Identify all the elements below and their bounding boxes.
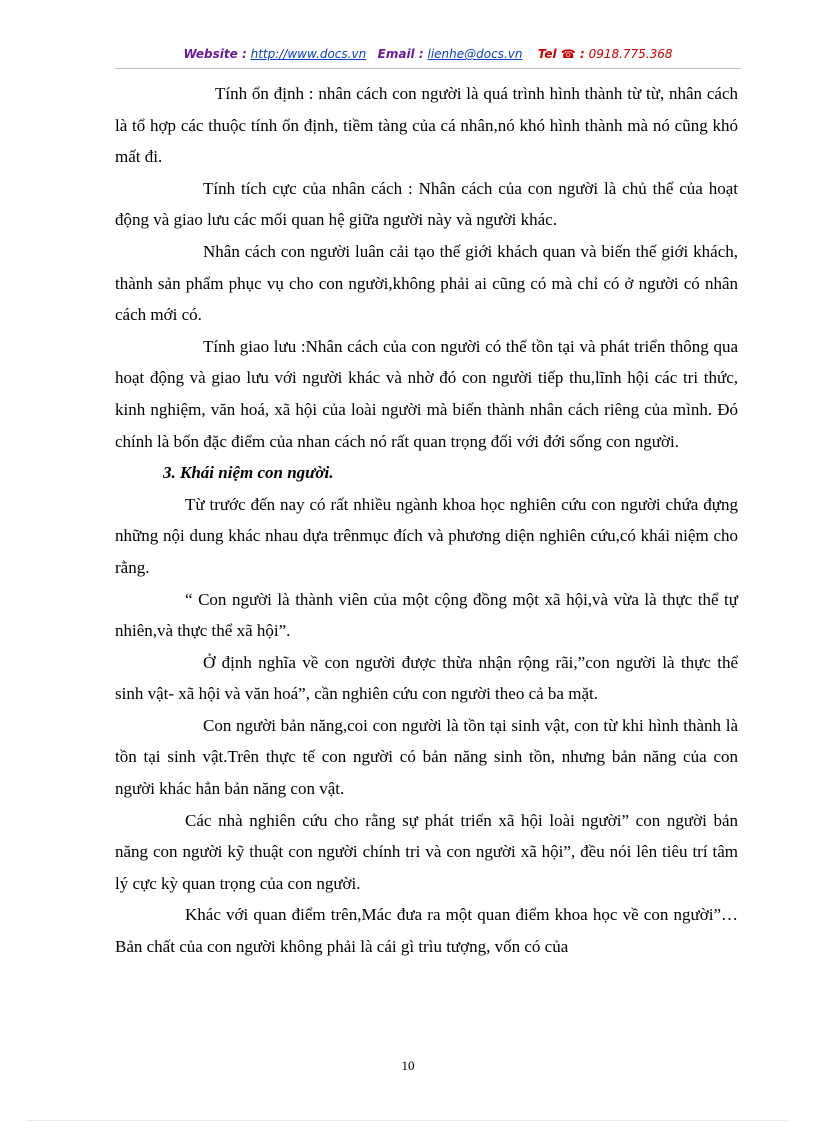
website-link[interactable]: http://www.docs.vn [250, 47, 367, 61]
header-divider [115, 68, 741, 69]
page-bottom-border [28, 1120, 788, 1121]
paragraph: Tính giao lưu :Nhân cách của con người có thể tồn tại và phát triển thông qua hoạt động và giao lưu với người khác và nhờ đó con người tiếp thu,lĩnh hội các tri thức, kinh nghiệm, văn hoá, xã hội của loài người mà biến thành nhân cách riêng của mình. Đó chính là bốn đặc điểm của nhan cách nó rất quan trọng đối với đới sống con người. [115, 336, 738, 451]
tel-number: 0918.775.368 [588, 47, 673, 61]
page-header [115, 47, 741, 61]
website-label: Website : [183, 47, 247, 61]
paragraph: Nhân cách con người luân cải tạo thế giới khách quan và biến thế giới khách, thành sản phẩm phục vụ cho con người,không phải ai cũng có mà chỉ có ở người có nhân cách mới có. [115, 241, 738, 325]
email-link[interactable]: lienhe@docs.vn [427, 47, 523, 61]
paragraph: “ Con người là thành viên của một cộng đồng một xã hội,và vừa là thực thể tự nhiên,và thực thể xã hội”. [115, 589, 738, 641]
tel-label: Tel ☎ : [537, 47, 585, 61]
paragraph: Con người bản năng,coi con người là tồn tại sinh vật, con từ khi hình thành là tồn tại sinh vật.Trên thực tế con người có bản năng sinh tồn, nhưng bản năng của con người khác hẳn bản năng con vật. [115, 715, 738, 799]
paragraph: Từ trước đến nay có rất nhiều ngành khoa học nghiên cứu con người chứa đựng những nội dung khác nhau dựa trênmục đích và phương diện nghiên cứu,có khái niệm cho rằng. [115, 494, 738, 577]
paragraph: Tính ổn định : nhân cách con người là quá trình hình thành từ từ, nhân cách là tổ hợp các thuộc tính ổn định, tiềm tàng của cá nhân,nó khó hình thành mà nó cũng khó mất đi. [115, 84, 738, 167]
paragraph: Khác với quan điểm trên,Mác đưa ra một quan điểm khoa học về con người”… Bản chất của con người không phải là cái gì trìu tượng, vốn có của [115, 905, 738, 957]
paragraph: Các nhà nghiên cứu cho rằng sự phát triển xã hội loài người” con người bản năng con người kỹ thuật con người chính tri và con người xã hội”, đều nói lên tiêu trí tâm lý cực kỳ quan trọng của con người. [115, 810, 738, 893]
page-number: 10 [401, 1058, 415, 1073]
document-body [115, 78, 738, 963]
email-label: Email : [377, 47, 424, 61]
paragraph: Ở định nghĩa về con người được thừa nhận rộng rãi,”con người là thực thể sinh vật- xã hội và văn hoá”, cần nghiên cứu con người theo cả ba mặt. [115, 652, 738, 704]
section-heading: 3. Khái niệm con người. [163, 463, 334, 483]
paragraph: Tính tích cực của nhân cách : Nhân cách của con người là chủ thể của hoạt động và giao lưu các mối quan hệ giữa người này và người khác. [115, 178, 738, 230]
